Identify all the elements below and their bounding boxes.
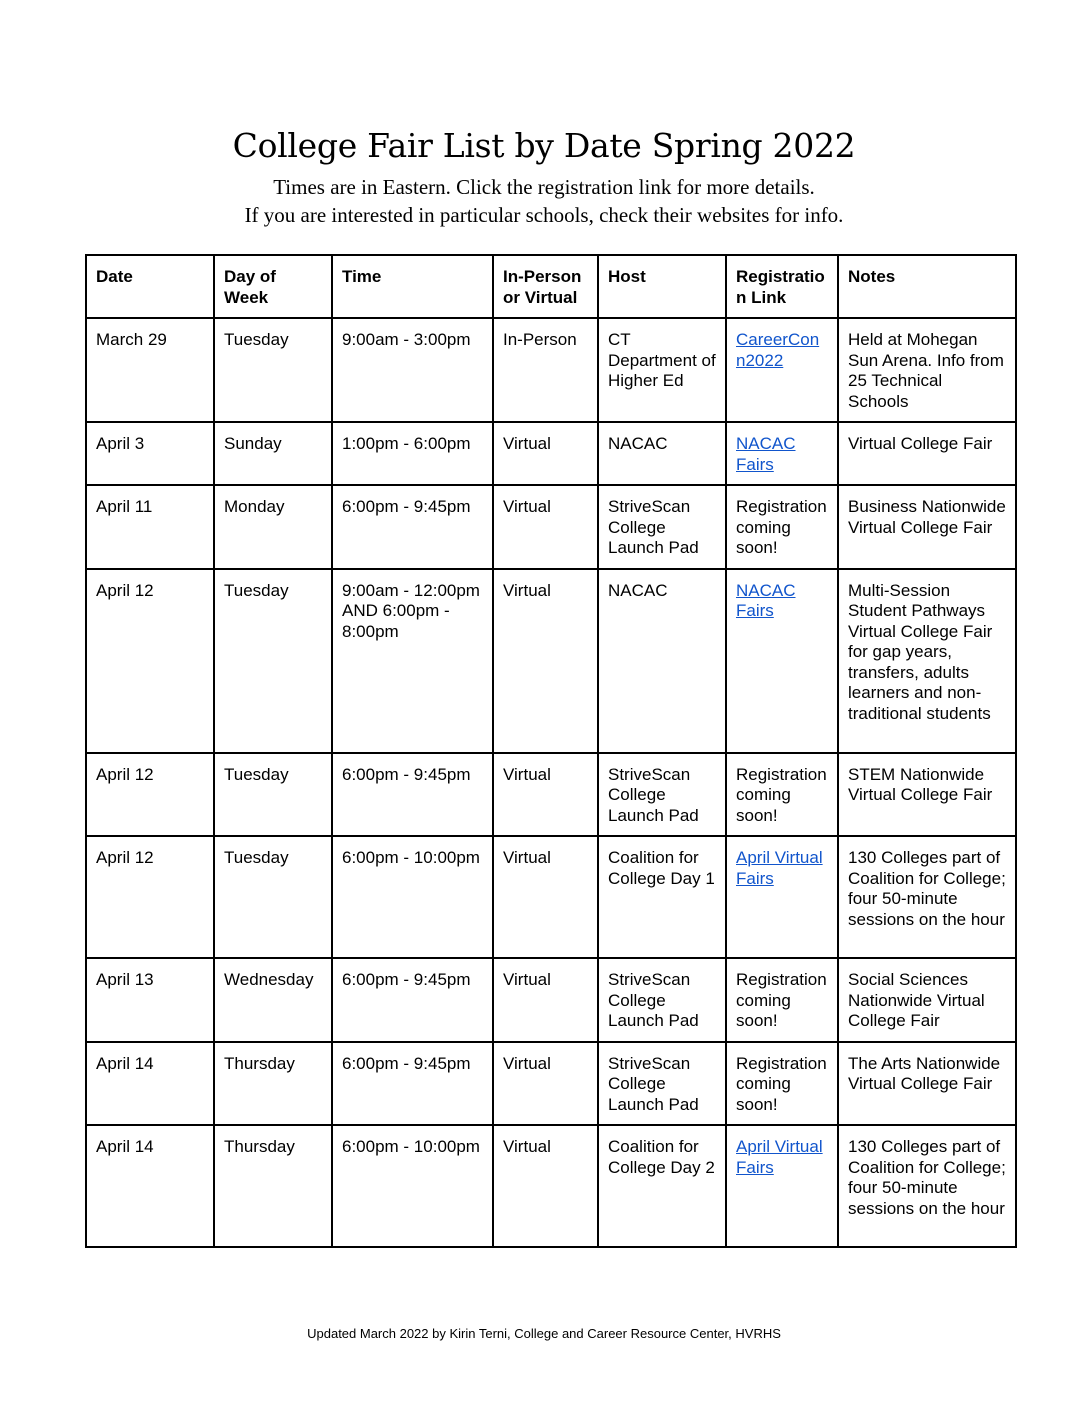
cell-host: StriveScan College Launch Pad: [598, 958, 726, 1042]
table-row: [86, 485, 1016, 569]
header-registration-link: Registration Link: [726, 255, 838, 318]
cell-notes: 130 Colleges part of Coalition for College; four 50-minute sessions on the hour: [838, 836, 1016, 958]
header-day-of-week: Day of Week: [214, 255, 332, 318]
header-in-person-or-virtual: In-Person or Virtual: [493, 255, 598, 318]
table-row: [86, 1125, 1016, 1247]
cell-time: 1:00pm - 6:00pm: [332, 422, 493, 485]
cell-day: Tuesday: [214, 753, 332, 837]
cell-host: StriveScan College Launch Pad: [598, 753, 726, 837]
table-row: [86, 753, 1016, 837]
cell-host: NACAC: [598, 569, 726, 753]
cell-registration: Registration coming soon!: [726, 1042, 838, 1126]
header-date: Date: [86, 255, 214, 318]
cell-mode: Virtual: [493, 1042, 598, 1126]
cell-notes: Multi-Session Student Pathways Virtual College Fair for gap years, transfers, adults learners and non-traditional students: [838, 569, 1016, 753]
header-host: Host: [598, 255, 726, 318]
cell-host: Coalition for College Day 2: [598, 1125, 726, 1247]
college-fair-table: [85, 254, 1017, 1248]
cell-date: April 14: [86, 1125, 214, 1247]
cell-date: March 29: [86, 318, 214, 422]
cell-day: Tuesday: [214, 318, 332, 422]
cell-mode: Virtual: [493, 753, 598, 837]
cell-notes: 130 Colleges part of Coalition for College; four 50-minute sessions on the hour: [838, 1125, 1016, 1247]
cell-mode: Virtual: [493, 958, 598, 1042]
cell-registration: Registration coming soon!: [726, 958, 838, 1042]
cell-mode: Virtual: [493, 485, 598, 569]
cell-date: April 3: [86, 422, 214, 485]
cell-day: Thursday: [214, 1125, 332, 1247]
cell-date: April 12: [86, 836, 214, 958]
cell-time: 6:00pm - 9:45pm: [332, 753, 493, 837]
cell-day: Monday: [214, 485, 332, 569]
cell-time: 9:00am - 12:00pm AND 6:00pm - 8:00pm: [332, 569, 493, 753]
cell-day: Wednesday: [214, 958, 332, 1042]
table-row: [86, 836, 1016, 958]
cell-registration: Registration coming soon!: [726, 753, 838, 837]
cell-registration: [726, 318, 838, 422]
table-row: [86, 422, 1016, 485]
registration-link[interactable]: CareerConn2022: [736, 330, 820, 370]
cell-mode: Virtual: [493, 422, 598, 485]
cell-host: StriveScan College Launch Pad: [598, 1042, 726, 1126]
registration-link[interactable]: NACAC Fairs: [736, 434, 796, 474]
cell-date: April 13: [86, 958, 214, 1042]
cell-notes: Social Sciences Nationwide Virtual College Fair: [838, 958, 1016, 1042]
cell-time: 6:00pm - 10:00pm: [332, 836, 493, 958]
cell-mode: Virtual: [493, 836, 598, 958]
header-time: Time: [332, 255, 493, 318]
cell-time: 6:00pm - 9:45pm: [332, 958, 493, 1042]
cell-registration: Registration coming soon!: [726, 485, 838, 569]
table-row: [86, 569, 1016, 753]
cell-notes: Business Nationwide Virtual College Fair: [838, 485, 1016, 569]
registration-link[interactable]: April Virtual Fairs: [736, 1137, 823, 1177]
cell-time: 6:00pm - 9:45pm: [332, 485, 493, 569]
cell-mode: Virtual: [493, 1125, 598, 1247]
cell-mode: Virtual: [493, 569, 598, 753]
header-notes: Notes: [838, 255, 1016, 318]
registration-link[interactable]: April Virtual Fairs: [736, 848, 823, 888]
cell-day: Thursday: [214, 1042, 332, 1126]
cell-notes: Held at Mohegan Sun Arena. Info from 25 Technical Schools: [838, 318, 1016, 422]
table-row: [86, 1042, 1016, 1126]
footer-updated-note: Updated March 2022 by Kirin Terni, College and Career Resource Center, HVRHS: [307, 1326, 781, 1341]
cell-notes: STEM Nationwide Virtual College Fair: [838, 753, 1016, 837]
cell-notes: The Arts Nationwide Virtual College Fair: [838, 1042, 1016, 1126]
cell-date: April 12: [86, 753, 214, 837]
cell-registration: [726, 569, 838, 753]
cell-time: 6:00pm - 9:45pm: [332, 1042, 493, 1126]
cell-day: Tuesday: [214, 569, 332, 753]
table-row: [86, 318, 1016, 422]
cell-registration: [726, 422, 838, 485]
cell-day: Tuesday: [214, 836, 332, 958]
table-header-row: [86, 255, 1016, 318]
cell-host: CT Department of Higher Ed: [598, 318, 726, 422]
cell-mode: In-Person: [493, 318, 598, 422]
cell-host: NACAC: [598, 422, 726, 485]
cell-registration: [726, 836, 838, 958]
subtitle-timezone-note: Times are in Eastern. Click the registration link for more details.: [273, 175, 815, 199]
cell-notes: Virtual College Fair: [838, 422, 1016, 485]
registration-link[interactable]: NACAC Fairs: [736, 580, 796, 620]
table-row: [86, 958, 1016, 1042]
cell-time: 6:00pm - 10:00pm: [332, 1125, 493, 1247]
cell-date: April 11: [86, 485, 214, 569]
cell-host: StriveScan College Launch Pad: [598, 485, 726, 569]
cell-registration: [726, 1125, 838, 1247]
cell-time: 9:00am - 3:00pm: [332, 318, 493, 422]
cell-host: Coalition for College Day 1: [598, 836, 726, 958]
subtitle-schools-note: If you are interested in particular schools, check their websites for info.: [244, 203, 844, 227]
cell-day: Sunday: [214, 422, 332, 485]
cell-date: April 14: [86, 1042, 214, 1126]
cell-date: April 12: [86, 569, 214, 753]
page-title: College Fair List by Date Spring 2022: [232, 126, 856, 165]
